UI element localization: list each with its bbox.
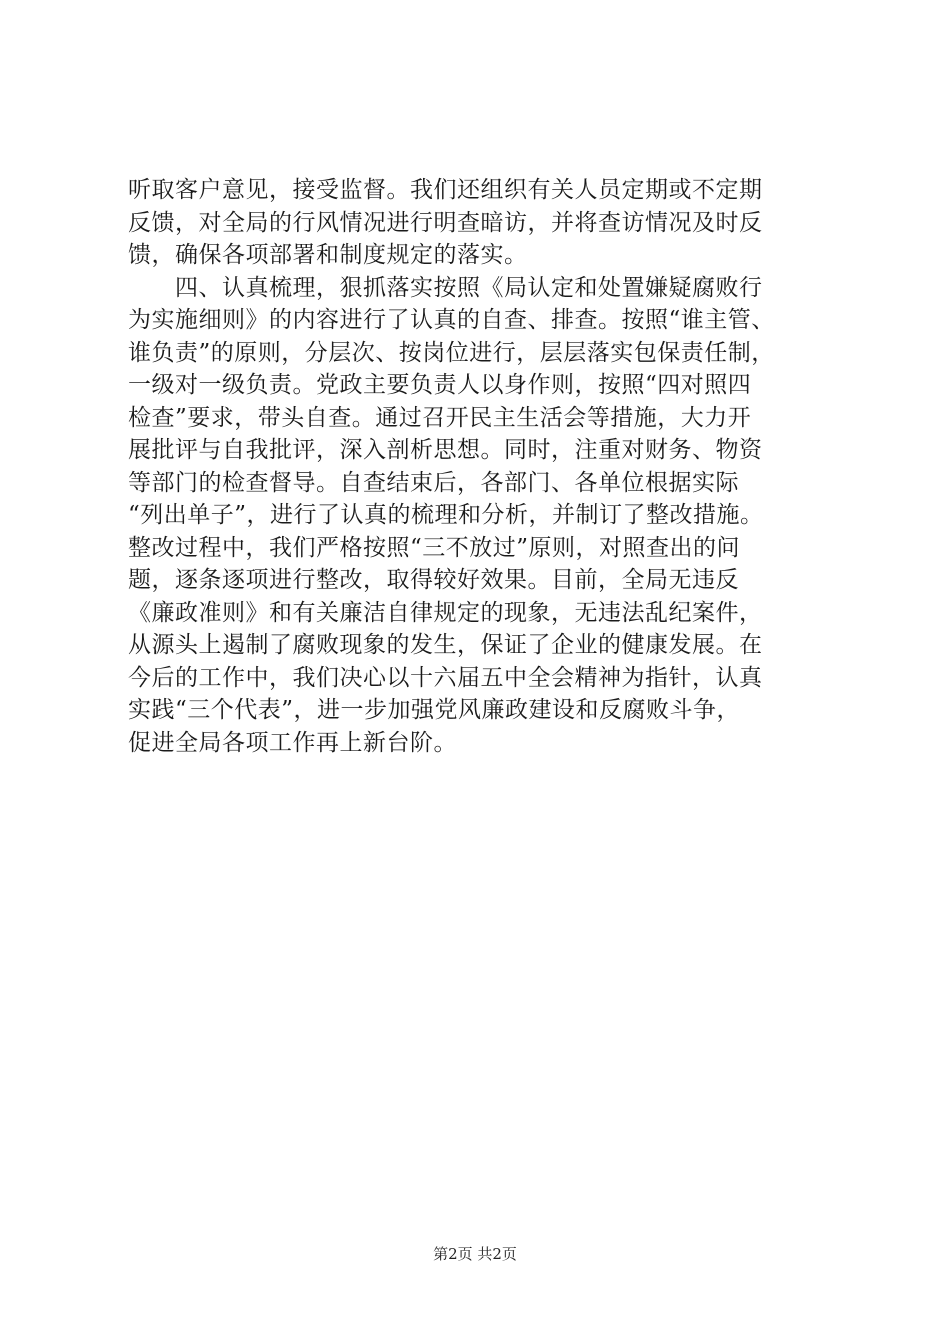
text-line: 题，逐条逐项进行整改，取得较好效果。目前，全局无违反 — [128, 567, 739, 593]
text-line: 四、认真梳理，狠抓落实按照《局认定和处置嫌疑腐败行 — [128, 274, 763, 301]
text-line: 等部门的检查督导。自查结束后，各部门、各单位根据实际 — [128, 469, 739, 496]
text-line: 谁负责”的原则，分层次、按岗位进行，层层落实包保责任制， — [128, 339, 775, 366]
text-line: 从源头上遏制了腐败现象的发生，保证了企业的健康发展。在 — [128, 632, 763, 658]
body-text — [128, 174, 848, 759]
text-line: 促进全局各项工作再上新台阶。 — [128, 729, 457, 756]
text-line: 一级对一级负责。党政主要负责人以身作则，按照“四对照四 — [128, 372, 752, 398]
text-line: 今后的工作中，我们决心以十六届五中全会精神为指针，认真 — [128, 664, 763, 691]
text-line: 为实施细则》的内容进行了认真的自查、排查。按照“谁主管、 — [128, 307, 775, 333]
text-line: 听取客户意见，接受监督。我们还组织有关人员定期或不定期 — [128, 177, 763, 203]
text-line: 整改过程中，我们严格按照“三不放过”原则，对照查出的问 — [128, 534, 741, 561]
text-line: 反馈，对全局的行风情况进行明查暗访，并将查访情况及时反 — [128, 209, 763, 236]
text-line: 检查”要求，带头自查。通过召开民主生活会等措施，大力开 — [128, 404, 752, 431]
page-footer — [0, 1244, 950, 1264]
text-line: 馈，确保各项部署和制度规定的落实。 — [128, 242, 528, 268]
text-line: 《廉政准则》和有关廉洁自律规定的现象，无违法乱纪案件， — [128, 599, 763, 626]
text-line: “列出单子”，进行了认真的梳理和分析，并制订了整改措施。 — [128, 502, 764, 528]
text-line: 展批评与自我批评，深入剖析思想。同时，注重对财务、物资 — [128, 437, 763, 463]
page-number: 第2页 共2页 — [433, 1245, 517, 1263]
text-line: 实践“三个代表”，进一步加强党风廉政建设和反腐败斗争， — [128, 697, 741, 723]
